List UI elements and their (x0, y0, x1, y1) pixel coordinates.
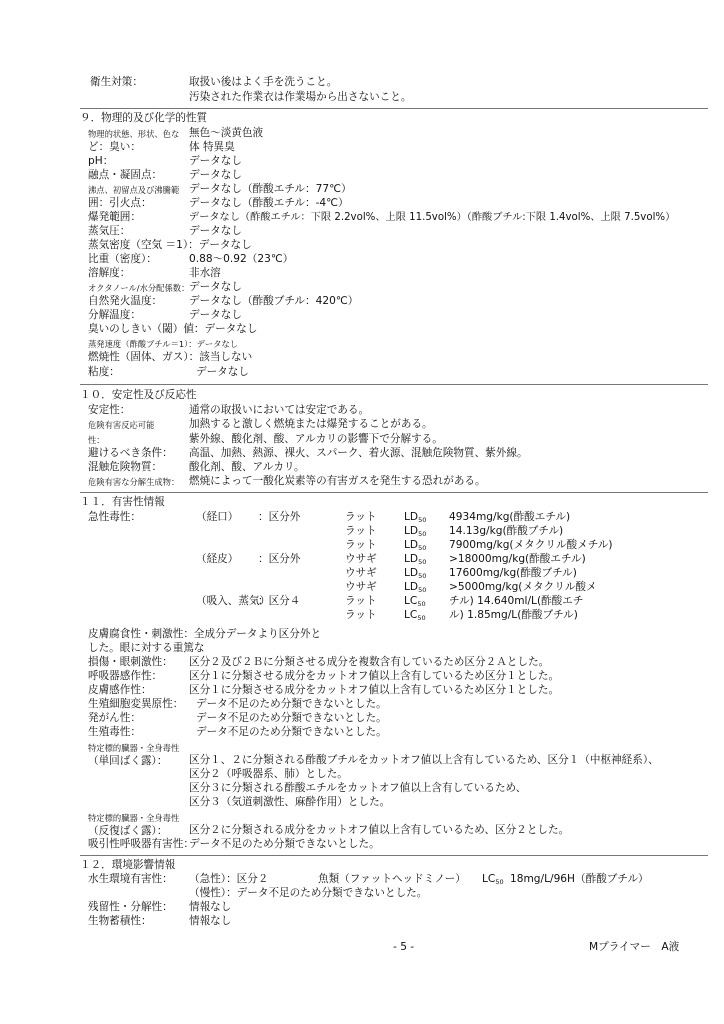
tox-measure: $LD_{50}$ (404, 525, 427, 538)
tox-value: 14.13g/kg(酢酸ブチル) (449, 525, 564, 537)
document-name: Mプライマー A液 (589, 941, 680, 953)
tox-value: >5000mg/kg(メタクリル酸メ (449, 581, 597, 593)
stot-single-line: 区分１、２に分類される酢酸ブチルをカットオフ値以上含有しているため、区分１（中枢神経系）、 (189, 754, 659, 766)
viscosity-value: データなし (196, 366, 249, 378)
flash-label: 囲：引火点： (88, 197, 152, 209)
autoignition-value: データなし（酢酸ブチル：420℃） (189, 295, 359, 307)
tox-animal: ラット (345, 595, 377, 607)
boil-value: データなし（酢酸エチル：77℃） (189, 183, 352, 195)
specific-gravity-value: 0.88～0.92（23℃） (189, 253, 294, 265)
kow-value: データなし (189, 281, 242, 293)
eye-irritation-label: 損傷・眼刺激性： (88, 656, 173, 668)
autoignition-label: 自然発火温度： (88, 295, 163, 307)
section-divider (80, 384, 708, 385)
section-9-heading: ９．物理的及び化学的性質 (80, 112, 208, 124)
flammability-line: 燃焼性（固体、ガス）：該当しない (88, 351, 253, 363)
stot-single-line: 区分３（気道刺激性、麻酔作用）とした。 (189, 796, 391, 808)
section-11-heading: １１．有害性情報 (80, 496, 165, 508)
sensitivity-value: 紫外線、酸化剤、酸、アルカリの影響下で分解する。 (189, 433, 443, 445)
incompatible-value: 酸化剤、酸、アルカリ。 (189, 461, 305, 473)
stot-single-line: 区分３に分類される酢酸エチルをカットオフ値以上含有しているため、 (189, 782, 527, 794)
persistence-label: 残留性・分解性： (88, 901, 173, 913)
aquatic-value: 18mg/L/96H（酢酸ブチル） (510, 873, 649, 885)
bioaccumulation-label: 生物蓄積性： (88, 915, 152, 927)
hazardous-reactions-value: 加熱すると激しく燃焼または爆発することがある。 (189, 418, 433, 430)
hygiene-label: 衛生対策： (90, 76, 143, 88)
tox-route: （経口） (196, 511, 239, 523)
stot-repeated-value: 区分２に分類される成分をカットオフ値以上含有しているため、区分２とした。 (189, 824, 570, 836)
carcinogenicity-label: 発がん性： (88, 712, 141, 724)
tox-animal: ウサギ (345, 581, 377, 593)
incompatible-label: 混触危険物質： (88, 461, 163, 473)
decomposition-temp-label: 分解温度： (88, 309, 141, 321)
aquatic-acute: （急性）：区分２ (189, 873, 269, 885)
tox-animal: ラット (345, 539, 377, 551)
tox-animal: ウサギ (345, 553, 377, 565)
specific-gravity-label: 比重（密度）： (88, 253, 157, 265)
tox-class: ：区分外 (258, 511, 301, 523)
stability-value: 通常の取扱いにおいては安定である。 (189, 404, 370, 416)
hazardous-reactions-label: 危険有害反応可能 (88, 420, 155, 430)
ph-label: pH： (88, 155, 114, 167)
tox-animal: ウサギ (345, 567, 377, 579)
section-12-heading: １２．環境影響情報 (80, 859, 176, 871)
stot-single-heading: 特定標的臓器・全身毒性 (88, 743, 180, 753)
aspiration-value: データ不足のため分類できないとした。 (189, 838, 380, 850)
explosive-value: データなし（酢酸エチル：下限 2.2vol%、上限 11.5vol%）（酢酸ブチル:下限 1.4vol%、上限 7.5vol%） (189, 212, 676, 223)
state-label: 物理的状態、形状、色な (88, 129, 180, 139)
tox-animal: ラット (345, 525, 377, 537)
aquatic-fish: 魚類（ファットヘッドミノー） (318, 873, 466, 885)
aquatic-hazard-label: 水生環境有害性： (88, 873, 173, 885)
carcinogenicity-value: データ不足のため分類できないとした。 (196, 712, 387, 724)
conditions-avoid-label: 避けるべき条件： (88, 447, 173, 459)
stot-repeated-label: （反復ばく露）： (88, 825, 168, 837)
acute-toxicity-label: 急性毒性： (88, 511, 141, 523)
melt-value: データなし (189, 169, 242, 181)
persistence-value: 情報なし (189, 901, 232, 913)
tox-animal: ラット (345, 511, 377, 523)
state-value: 無色～淡黄色液 (189, 127, 264, 139)
eye-irritation-value: 区分２及び２Ｂに分類させる成分を複数含有しているため区分２Ａとした。 (189, 656, 550, 668)
respiratory-sensitization-value: 区分１に分類させる成分をカットオフ値以上含有しているため区分１とした。 (189, 670, 560, 682)
stot-repeated-heading: 特定標的臓器・全身毒性 (88, 813, 180, 823)
viscosity-label: 粘度： (88, 366, 120, 378)
ph-value: データなし (189, 155, 242, 167)
tox-animal: ラット (345, 609, 377, 621)
solubility-value: 非水溶 (189, 267, 221, 279)
reproductive-toxicity-value: データ不足のため分類できないとした。 (196, 726, 387, 738)
decomposition-products-value: 燃焼によって一酸化炭素等の有害ガスを発生する恐れがある。 (189, 475, 486, 487)
respiratory-sensitization-label: 呼吸器感作性： (88, 670, 163, 682)
tox-measure: $LD_{50}$ (404, 581, 427, 594)
boil-label: 沸点、初留点及び沸騰範 (88, 185, 180, 195)
aquatic-lc50: $LC_{50}$ (482, 873, 504, 886)
kow-label: オクタノール/水分配係数： (88, 283, 190, 293)
melt-label: 融点・凝固点： (88, 169, 163, 181)
stot-single-label: （単回ばく露）： (88, 755, 168, 767)
tox-class: ：区分外 (258, 553, 301, 565)
skin-sensitization-value: 区分１に分類させる成分をカットオフ値以上含有しているため区分１とした。 (189, 684, 560, 696)
hygiene-line2: 汚染された作業衣は作業場から出さないこと。 (189, 91, 412, 103)
vapor-density-line: 蒸気密度（空気 ＝1）：データなし (88, 239, 252, 251)
tox-route: （吸入、蒸気） (196, 595, 271, 607)
tox-measure: $LD_{50}$ (404, 511, 427, 524)
vapor-pressure-label: 蒸気圧： (88, 225, 131, 237)
tox-value: >18000mg/kg(酢酸エチル) (449, 553, 586, 565)
tox-measure: $LD_{50}$ (404, 539, 427, 552)
eye-damage-line: した。眼に対する重篤な (88, 642, 205, 654)
mutagenicity-value: データ不足のため分類できないとした。 (196, 698, 387, 710)
odor-value: 体 特異臭 (189, 141, 235, 153)
tox-route: （経皮） (196, 553, 239, 565)
odor-threshold-line: 臭いのしきい（閾）値：データなし (88, 323, 258, 335)
tox-measure: $LC_{50}$ (404, 609, 426, 622)
tox-class: ：区分４ (258, 595, 301, 607)
flash-value: データなし（酢酸エチル：-4℃） (189, 197, 349, 209)
section-divider (80, 492, 708, 493)
reproductive-toxicity-label: 生殖毒性： (88, 726, 141, 738)
stot-single-line: 区分２（呼吸器系、肺）とした。 (189, 768, 348, 780)
vapor-pressure-value: データなし (189, 225, 242, 237)
tox-measure: $LD_{50}$ (404, 567, 427, 580)
tox-measure: $LD_{50}$ (404, 553, 427, 566)
hygiene-line1: 取扱い後はよく手を洗うこと。 (189, 76, 338, 88)
evaporation-rate-line: 蒸発速度（酢酸ブチル＝1）：データなし (88, 339, 239, 349)
decomposition-products-label: 危険有害な分解生成物： (88, 477, 180, 487)
aspiration-label: 吸引性呼吸器有害性： (88, 838, 194, 850)
explosive-label: 爆発範囲： (88, 211, 141, 223)
tox-measure: $LC_{50}$ (404, 595, 426, 608)
decomposition-temp-value: データなし (189, 309, 242, 321)
tox-value: ル) 1.85mg/L(酢酸ブチル) (449, 609, 578, 621)
sensitivity-label: 性： (88, 435, 105, 445)
section-divider (80, 108, 708, 109)
odor-label: ど：臭い： (88, 141, 141, 153)
solubility-label: 溶解度： (88, 267, 131, 279)
stability-label: 安定性： (88, 404, 131, 416)
mutagenicity-label: 生殖細胞変異原性： (88, 698, 184, 710)
conditions-avoid-value: 高温、加熱、熱源、裸火、スパーク、着火源、混触危険物質、紫外線。 (189, 447, 528, 459)
section-10-heading: １０．安定性及び反応性 (80, 389, 197, 401)
aquatic-chronic: （慢性）：データ不足のため分類できないとした。 (189, 887, 428, 899)
section-divider (80, 855, 708, 856)
skin-corrosion-line: 皮膚腐食性・刺激性：全成分データより区分外と (88, 628, 322, 640)
tox-value: チル) 14.640ml/L(酢酸エチ (449, 595, 584, 607)
bioaccumulation-value: 情報なし (189, 915, 232, 927)
tox-value: 17600mg/kg(酢酸ブチル) (449, 567, 577, 579)
page-number: - 5 - (393, 941, 415, 953)
tox-value: 7900mg/kg(メタクリル酸メチル) (449, 539, 613, 551)
tox-value: 4934mg/kg(酢酸エチル) (449, 511, 571, 523)
skin-sensitization-label: 皮膚感作性： (88, 684, 152, 696)
